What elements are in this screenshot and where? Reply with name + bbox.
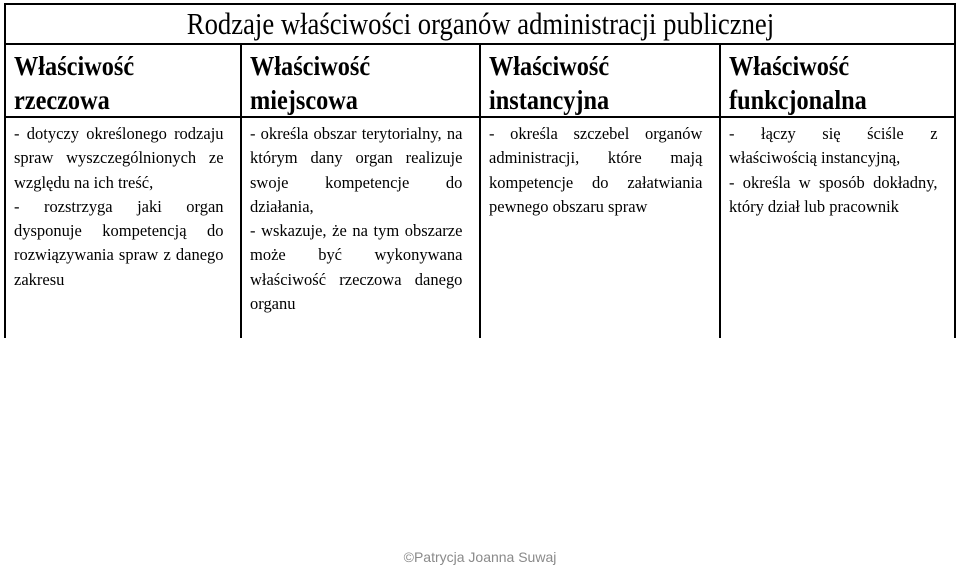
column-heading-line1: Właściwość xyxy=(14,51,135,81)
table-title-text: Rodzaje właściwości organów administracji publicznej xyxy=(186,6,774,41)
column-body xyxy=(6,118,240,292)
column-instancyjna xyxy=(481,45,721,338)
column-heading xyxy=(242,45,479,118)
column-body xyxy=(481,118,719,219)
column-heading-line2: miejscowa xyxy=(250,85,358,115)
column-heading-line2: funkcjonalna xyxy=(729,85,867,115)
column-paragraph: - dotyczy określonego rodzaju spraw wyszczególnionych ze względu na ich treść, xyxy=(14,124,224,192)
properties-table xyxy=(4,3,956,338)
column-funkcjonalna xyxy=(721,45,954,338)
column-paragraph: - określa obszar terytorialny, na którym dany organ realizuje swoje kompetencje do działania, xyxy=(250,124,463,216)
column-rzeczowa xyxy=(6,45,242,338)
column-heading-line1: Właściwość xyxy=(729,51,850,81)
column-heading-line1: Właściwość xyxy=(489,51,610,81)
column-heading-line1: Właściwość xyxy=(250,51,371,81)
column-paragraph: - wskazuje, że na tym obszarze może być wykonywana właściwość rzeczowa danego organu xyxy=(250,221,463,314)
column-body xyxy=(721,118,954,219)
column-heading xyxy=(6,45,240,118)
column-paragraph: - określa w sposób dokładny, który dział lub pracownik xyxy=(729,172,938,216)
column-body xyxy=(242,118,479,316)
column-heading xyxy=(481,45,719,118)
column-heading xyxy=(721,45,954,118)
column-paragraph: - rozstrzyga jaki organ dysponuje kompetencją do rozwiązywania spraw z danego zakresu xyxy=(14,196,224,289)
column-miejscowa xyxy=(242,45,481,338)
column-paragraph: - łączy się ściśle z właściwością instancyjną, xyxy=(729,124,938,168)
column-heading-line2: rzeczowa xyxy=(14,85,110,115)
column-heading-line2: instancyjna xyxy=(489,85,610,115)
column-paragraph: - określa szczebel organów administracji, które mają kompetencje do załatwiania pewnego obszaru spraw xyxy=(489,124,703,216)
copyright-footer: ©Patrycja Joanna Suwaj xyxy=(403,549,557,565)
table-title xyxy=(6,5,954,45)
